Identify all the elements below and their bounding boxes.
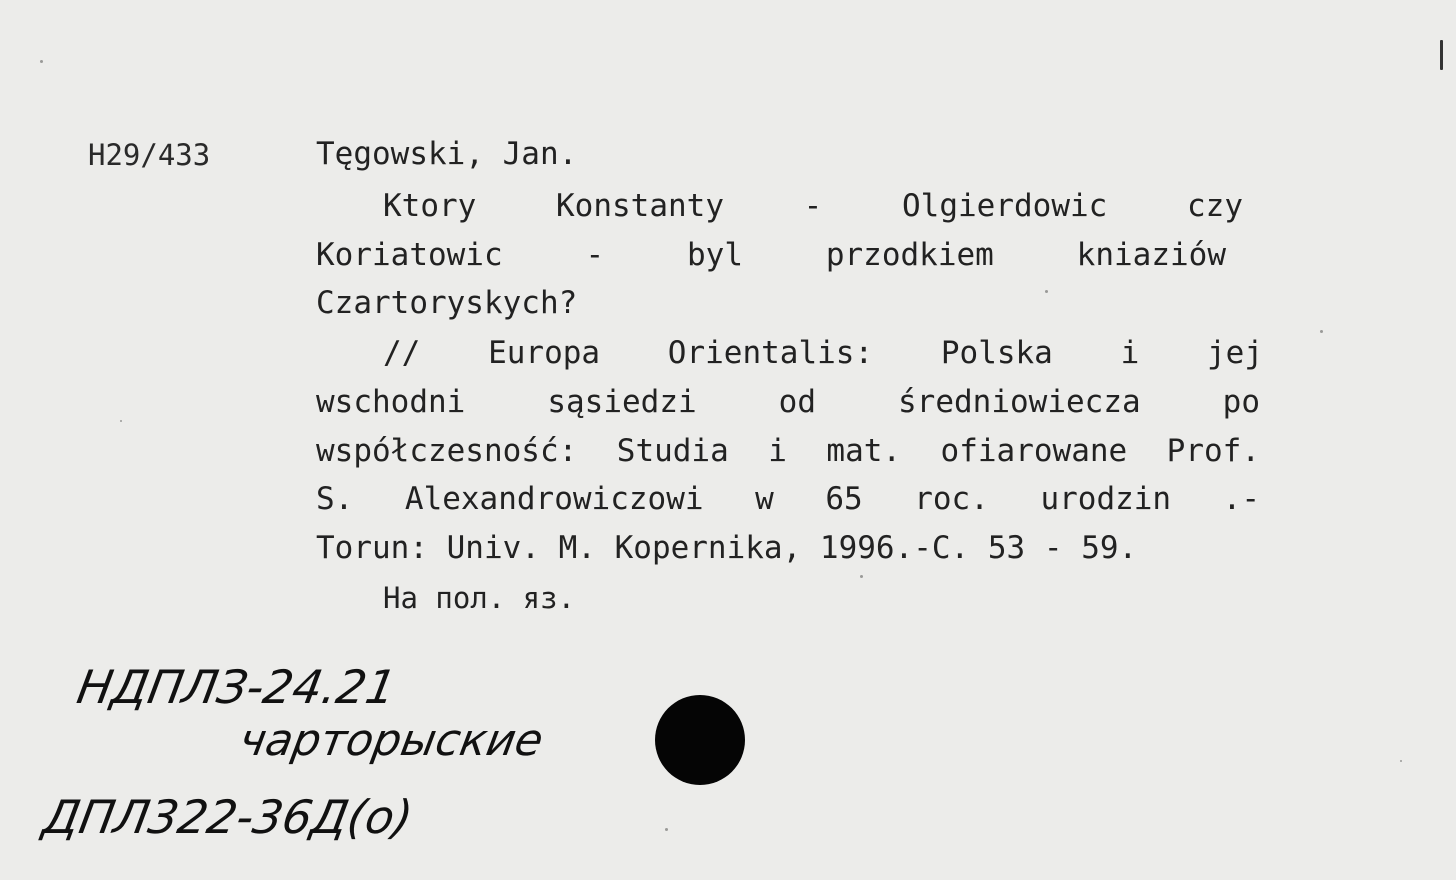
scan-speck [120, 420, 122, 422]
scan-speck [1400, 760, 1402, 762]
scan-speck [665, 828, 668, 831]
shelf-mark: H29/433 [88, 138, 211, 172]
entry-title-line-1: Ktory Konstanty - Olgierdowic czy [383, 188, 1243, 224]
entry-source-line-2: wschodni sąsiedzi od średniowiecza po [316, 384, 1260, 420]
entry-imprint: Torun: Univ. M. Kopernika, 1996.-C. 53 - 59. [316, 530, 1138, 566]
entry-title-line-2: Koriatowic - byl przodkiem kniaziów [316, 237, 1226, 273]
entry-source-line-4: S. Alexandrowiczowi w 65 roc. urodzin .- [316, 481, 1260, 517]
entry-author: Tęgowski, Jan. [316, 136, 578, 172]
entry-language-note: На пол. яз. [383, 581, 576, 615]
scan-speck [40, 60, 43, 63]
entry-title-line-3: Czartoryskych? [316, 285, 578, 321]
entry-source-line-1: // Europa Orientalis: Polska i jej [383, 335, 1263, 371]
entry-source-line-3: współczesność: Studia i mat. ofiarowane Prof. [316, 433, 1260, 469]
handwritten-code-1: НДПЛЗ-24.21 [73, 660, 401, 714]
scan-speck [1440, 40, 1443, 70]
handwritten-code-2: ДПЛ322-36Д(о) [39, 790, 417, 844]
scan-speck [860, 575, 863, 578]
scan-speck [1320, 330, 1323, 333]
punch-hole [655, 695, 745, 785]
handwritten-name: чарторыские [235, 715, 548, 766]
scan-speck [1045, 290, 1048, 293]
